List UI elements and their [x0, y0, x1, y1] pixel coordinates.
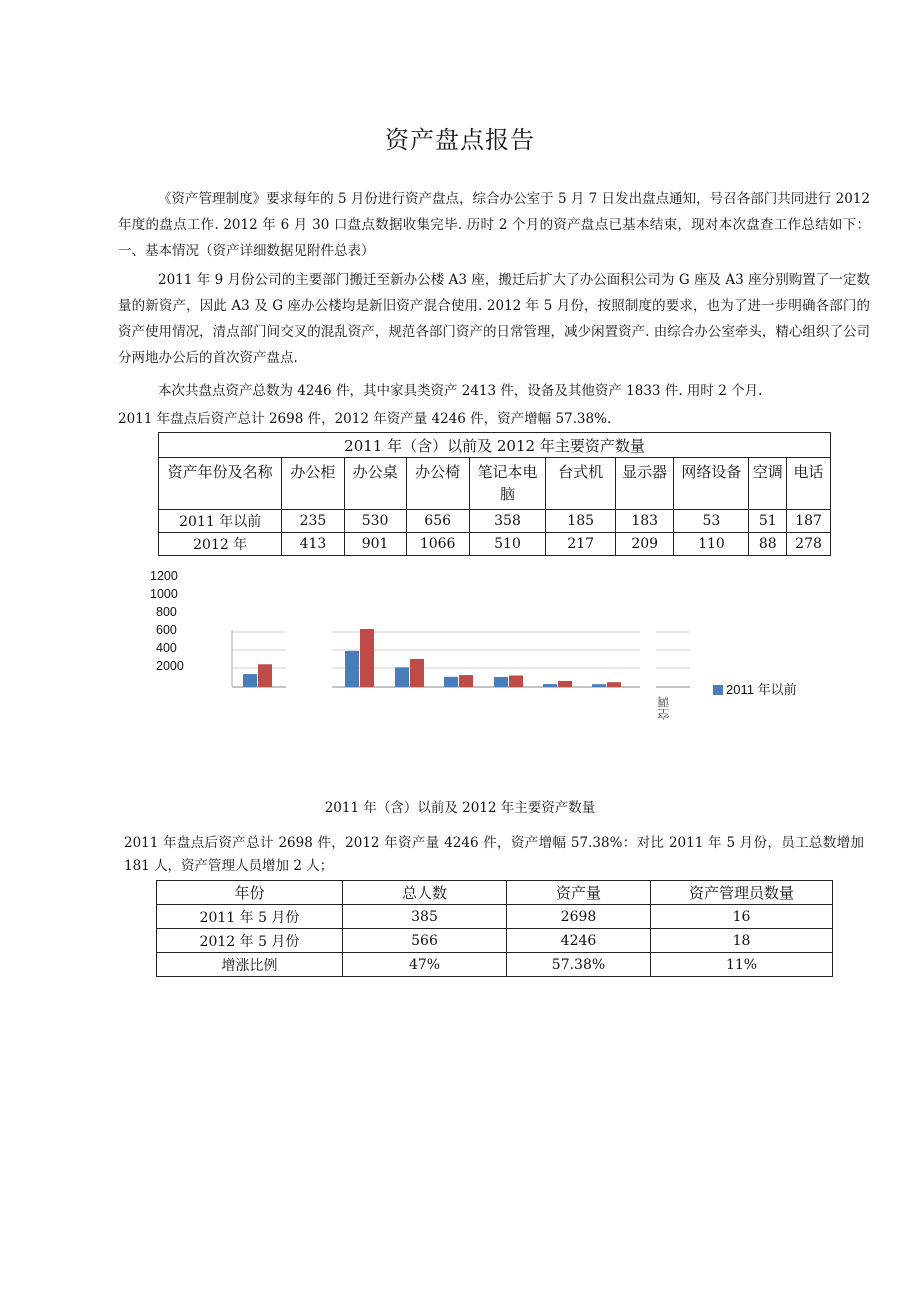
paragraph-growth: 2011 年盘点后资产总计 2698 件，2012 年资产量 4246 件，资产增幅 57.38%. — [118, 411, 612, 427]
table-header-cell: 办公柜 — [282, 458, 344, 510]
y-tick-label: 1000 — [150, 587, 178, 601]
table-cell: 187 — [787, 510, 831, 533]
y-tick-label: 400 — [156, 641, 177, 655]
bar-series-2 — [558, 681, 572, 687]
table-cell: 413 — [282, 533, 344, 556]
asset-quantity-table — [158, 432, 831, 556]
table-row — [157, 929, 833, 953]
table-cell: 47% — [343, 953, 507, 977]
table-cell: 235 — [282, 510, 344, 533]
table-cell: 358 — [469, 510, 546, 533]
paragraph-totals: 本次共盘点资产总数为 4246 件，其中家具类资产 2413 件，设备及其他资产 1833 件. 用时 2 个月. — [158, 383, 763, 399]
bar-series-2 — [410, 659, 424, 687]
table-cell: 183 — [615, 510, 674, 533]
table-cell: 2698 — [507, 905, 651, 929]
table-header-cell: 网络设备 — [674, 458, 749, 510]
table-cell: 901 — [344, 533, 406, 556]
table-cell: 278 — [787, 533, 831, 556]
bar-series-1 — [543, 684, 557, 687]
table-cell: 566 — [343, 929, 507, 953]
table-header-cell: 办公椅 — [406, 458, 469, 510]
table-cell: 385 — [343, 905, 507, 929]
bar-series-1 — [345, 651, 359, 687]
table-cell: 51 — [749, 510, 787, 533]
paragraph-comparison: 2011 年盘点后资产总计 2698 件，2012 年资产量 4246 件，资产增幅 57.38%：对比 2011 年 5 月份，员工总数增加 181 人，资产管理人员增加 2 人； — [124, 835, 864, 874]
table-header-cell: 笔记本电脑 — [469, 458, 546, 510]
table-cell: 1066 — [406, 533, 469, 556]
bar-series-2 — [459, 675, 473, 687]
table-caption: 2011 年（含）以前及 2012 年主要资产数量 — [159, 433, 831, 458]
bar-series-2 — [258, 664, 272, 687]
table-cell: 185 — [546, 510, 616, 533]
table-cell: 2012 年 — [159, 533, 282, 556]
table-row — [157, 953, 833, 977]
bar-series-1 — [592, 684, 606, 687]
y-tick-label: 800 — [156, 605, 177, 619]
table-cell: 2011 年以前 — [159, 510, 282, 533]
chart-legend — [713, 680, 797, 700]
chart-title: 2011 年（含）以前及 2012 年主要资产数量 — [324, 800, 596, 816]
table-cell: 16 — [651, 905, 833, 929]
table-cell: 11% — [651, 953, 833, 977]
table-row — [157, 905, 833, 929]
paragraph-background: 2011 年 9 月份公司的主要部门搬迁至新办公楼 A3 座，搬迁后扩大了办公面积公司为 G 座及 A3 座分别购置了一定数量的新资产，因此 A3 及 G 座办公楼均是新旧资产混合使用. 2012 年 5 月份，按照制度的要求，也为了进一步明确各部门的资产使用情况，清点部门间交叉的混乱资产，规范各部门资产的日常管理，减少闲置资产. 由综合办公室牵头，精心组织了公司分两地办公后的首次资产盘点. — [118, 272, 870, 366]
table-cell: 110 — [674, 533, 749, 556]
bar-series-2 — [509, 676, 523, 687]
table-row — [159, 510, 831, 533]
bar-series-1 — [395, 667, 409, 687]
table-header-cell: 办公桌 — [344, 458, 406, 510]
table-header-cell: 资产量 — [507, 881, 651, 905]
bar-series-1 — [243, 674, 257, 687]
table-header-cell: 空调 — [749, 458, 787, 510]
table-header-cell: 资产管理员数量 — [651, 881, 833, 905]
table-cell: 57.38% — [507, 953, 651, 977]
table-header-cell: 总人数 — [343, 881, 507, 905]
table-header-cell: 年份 — [157, 881, 343, 905]
table-header-cell: 台式机 — [546, 458, 616, 510]
staff-comparison-table — [156, 880, 833, 977]
bar-series-1 — [494, 677, 508, 687]
legend-swatch — [713, 685, 723, 695]
bar-series-1 — [444, 677, 458, 687]
y-tick-label: 1200 — [150, 569, 178, 583]
y-tick-label: 2000 — [156, 659, 184, 673]
table-header-cell: 显示器 — [615, 458, 674, 510]
table-cell: 530 — [344, 510, 406, 533]
table-cell: 4246 — [507, 929, 651, 953]
table-cell: 2012 年 5 月份 — [157, 929, 343, 953]
table-cell: 18 — [651, 929, 833, 953]
table-header-cell: 资产年份及名称 — [159, 458, 282, 510]
table-cell: 209 — [615, 533, 674, 556]
bar-series-2 — [360, 629, 374, 687]
table-cell: 53 — [674, 510, 749, 533]
table-cell: 88 — [749, 533, 787, 556]
legend-label: 2011 年以前 — [726, 682, 797, 697]
table-cell: 2011 年 5 月份 — [157, 905, 343, 929]
document-title: 资产盘点报告 — [385, 126, 535, 154]
y-tick-label: 600 — [156, 623, 177, 637]
table-cell: 656 — [406, 510, 469, 533]
bar-series-2 — [607, 682, 621, 687]
x-axis-label-aircon: 空调 — [657, 696, 671, 720]
table-cell: 510 — [469, 533, 546, 556]
asset-bar-chart — [228, 622, 698, 694]
paragraph-intro: 《资产管理制度》要求每年的 5 月份进行资产盘点，综合办公室于 5 月 7 日发出盘点通知，号召各部门共同进行 2012 年度的盘点工作. 2012 年 6 月 30 口盘点数据收集完毕. 历时 2 个月的资产盘点已基本结束，现对本次盘查工作总结如下：一、基本情况（资产详细数据见附件总表） — [118, 191, 870, 259]
table-header-cell: 电话 — [787, 458, 831, 510]
table-cell: 217 — [546, 533, 616, 556]
table-row — [159, 533, 831, 556]
table-cell: 增涨比例 — [157, 953, 343, 977]
